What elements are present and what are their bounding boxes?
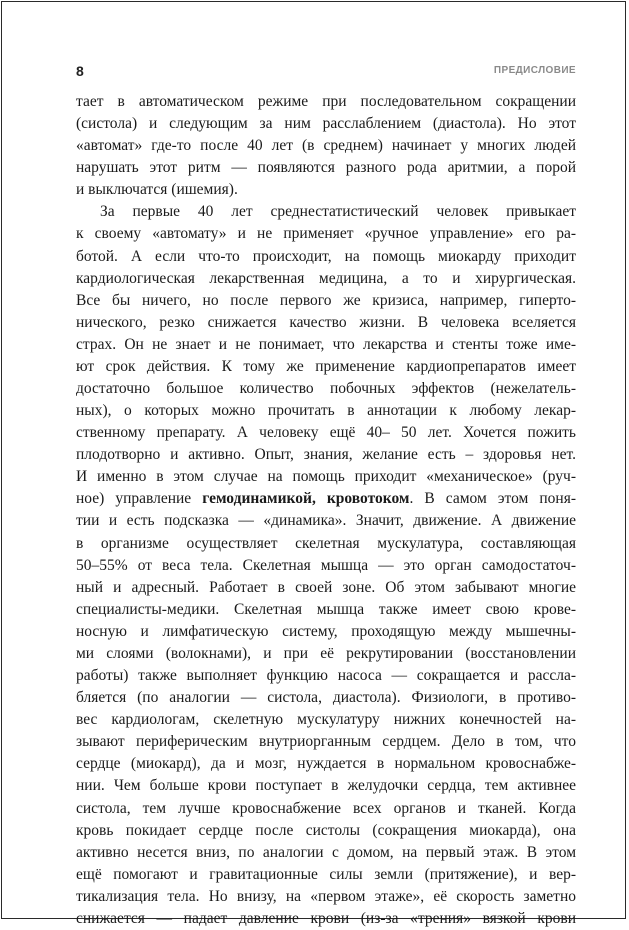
- text-line: достаточно большое количество побочных эффектов (нежелатель-: [76, 380, 576, 398]
- text-line: зывают периферическим внутриорганным сердцем. Дело в том, что: [76, 733, 576, 751]
- text-line: снижается — падает давление крови (из-за «трения» вязкой крови: [76, 909, 576, 927]
- text-line: работы) также выполняет функцию насоса — сокращается и рассла-: [76, 667, 576, 685]
- text-line: носную и лимфатическую систему, проходящую между мышечны-: [76, 622, 576, 640]
- emphasis-term: гемодинамикой, кровотоком: [202, 490, 410, 508]
- text-line: тает в автоматическом режиме при последовательном сокращении: [76, 93, 576, 110]
- text-line: сердце (миокард), да и мозг, нуждается в нормальном кровоснабже-: [76, 755, 576, 773]
- text-line: в организме осуществляет скелетная мускулатура, составляющая: [76, 534, 576, 552]
- text-line: тии и есть подсказка — «динамика». Значит, движение. А движение: [76, 512, 576, 530]
- text-line: специалисты-медики. Скелетная мышца также имеет свою крове-: [76, 600, 576, 618]
- running-head: [76, 62, 576, 82]
- text-line: ми слоями (волокнами), и при её рекрутировании (восстановлении: [76, 644, 576, 662]
- text-line: плодотворно и активно. Опыт, знания, желание есть – здоровья нет.: [76, 446, 576, 464]
- body-text: [76, 91, 576, 930]
- text-line: ют срок действия. К тому же применение кардиопрепаратов имеет: [76, 357, 576, 375]
- text-line: ботой. А если что-то происходит, на помощь миокарду приходит: [76, 247, 576, 265]
- text-line: вес кардиологам, скелетную мускулатуру нижних конечностей на-: [76, 711, 576, 729]
- text-line: страх. Он не знает и не понимает, что лекарства и стенты тоже име-: [76, 335, 576, 353]
- text-line: 50–55% от веса тела. Скелетная мышца — это орган самодостаточ-: [76, 556, 576, 574]
- text-line: к своему «автомату» и не применяет «ручное управление» его ра-: [76, 225, 576, 243]
- text-line: Все бы ничего, но после первого же кризиса, например, гиперто-: [76, 291, 576, 309]
- text-line: бляется (по аналогии — систола, диастола). Физиологи, в противо-: [76, 689, 576, 707]
- text-line: кардиологическая лекарственная медицина, а то и хирургическая.: [76, 269, 576, 287]
- text-line: ственному препарату. А человеку ещё 40– 50 лет. Хочется пожить: [76, 424, 576, 442]
- text-line: За первые 40 лет среднестатистический человек привыкает: [100, 203, 576, 221]
- text-line: нии. Чем больше крови поступает в желудочки сердца, тем активнее: [76, 777, 576, 795]
- text-line: нарушать этот ритм — появляются разного рода аритмии, а порой: [76, 159, 576, 177]
- text-line: систола, тем лучше кровоснабжение всех органов и тканей. Когда: [76, 799, 576, 817]
- text-line: ещё помогают и гравитационные силы земли (притяжение), и вер-: [76, 865, 576, 883]
- text-run: . В самом этом поня-: [409, 490, 577, 508]
- text-line: и выключатся (ишемия).: [76, 181, 238, 199]
- text-line: «автомат» где-то после 40 лет (в среднем) начинает у многих людей: [76, 137, 576, 155]
- text-line: нического, резко снижается качество жизни. В человека вселяется: [76, 313, 576, 331]
- text-line: тикализация тела. Но внизу, на «первом этаже», её скорость заметно: [76, 887, 576, 905]
- section-title: ПРЕДИСЛОВИЕ: [493, 65, 576, 76]
- text-line: (систола) и следующим за ним расслаблением (диастола). Но этот: [76, 115, 576, 133]
- page: [1, 1, 626, 927]
- text-line: ных), о которых можно прочитать в аннотации к любому лекар-: [76, 402, 576, 420]
- text-line: И именно в этом случае на помощь приходит «механическое» (руч-: [76, 468, 576, 486]
- page-number: 8: [76, 63, 84, 79]
- text-line: активно несется вниз, по аналогии с домом, на первый этаж. В этом: [76, 843, 576, 861]
- text-line: ный и адресный. Работает в своей зоне. Об этом забывают многие: [76, 578, 576, 596]
- text-line: кровь покидает сердце после систолы (сокращения миокарда), она: [76, 821, 576, 839]
- text-run: ное) управление: [76, 490, 203, 508]
- text-line: [76, 488, 576, 510]
